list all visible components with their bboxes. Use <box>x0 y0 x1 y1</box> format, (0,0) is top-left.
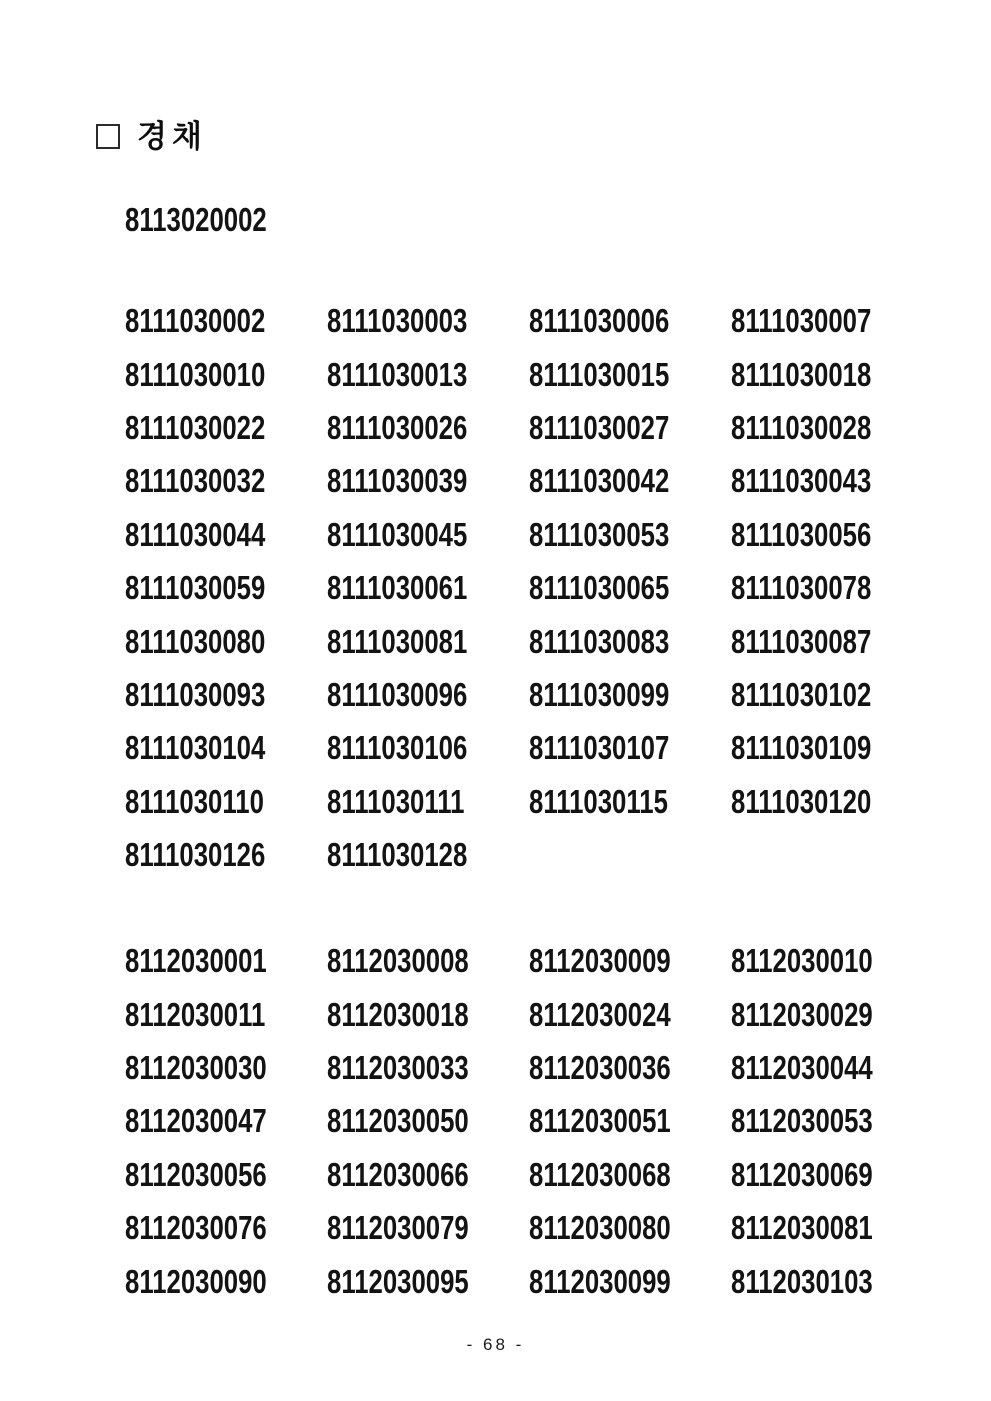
code-item: 8112030079 <box>327 1209 469 1247</box>
code-grid-2 <box>125 934 933 1308</box>
code-item: 8112030053 <box>731 1102 873 1140</box>
code-item: 8111030044 <box>125 515 266 553</box>
code-item: 8111030010 <box>125 355 266 393</box>
code-item: 8111030002 <box>125 302 266 340</box>
code-item: 8112030029 <box>731 995 873 1033</box>
code-item: 8112030050 <box>327 1102 469 1140</box>
code-item: 8111030042 <box>529 462 670 500</box>
code-item: 8112030076 <box>125 1209 267 1247</box>
code-item: 8111030015 <box>529 355 670 393</box>
code-item: 8112030095 <box>327 1262 469 1300</box>
code-item: 8112030080 <box>529 1209 671 1247</box>
page-footer <box>0 1335 991 1355</box>
code-item: 8111030059 <box>125 569 266 607</box>
code-item: 8112030030 <box>125 1048 267 1086</box>
code-item: 8112030010 <box>731 942 873 980</box>
code-item: 8111030028 <box>731 408 872 446</box>
code-item: 8111030026 <box>327 408 468 446</box>
code-item: 8111030128 <box>327 836 468 874</box>
code-item: 8111030083 <box>529 622 670 660</box>
page-number: - 68 - <box>466 1335 525 1354</box>
code-item: 8111030106 <box>327 729 468 767</box>
white-square-icon <box>96 124 120 149</box>
code-item: 8112030011 <box>125 995 266 1033</box>
code-item: 8112030103 <box>731 1262 873 1300</box>
code-item: 8111030109 <box>731 729 872 767</box>
code-item: 8112030008 <box>327 942 469 980</box>
code-item: 8111030018 <box>731 355 872 393</box>
code-item: 8111030080 <box>125 622 266 660</box>
code-item: 8111030027 <box>529 408 670 446</box>
code-item: 8111030061 <box>327 569 468 607</box>
code-item: 8111030078 <box>731 569 872 607</box>
code-item: 8111030111 <box>327 782 465 820</box>
code-item: 8111030022 <box>125 408 266 446</box>
code-item: 8111030110 <box>125 782 264 820</box>
code-item: 8111030104 <box>125 729 266 767</box>
code-item: 8112030068 <box>529 1155 671 1193</box>
code-item: 8111030053 <box>529 515 670 553</box>
group-code: 8113020002 <box>125 201 267 238</box>
code-item: 8111030102 <box>731 675 872 713</box>
code-item: 8112030090 <box>125 1262 267 1300</box>
code-item: 8112030024 <box>529 995 671 1033</box>
code-item: 8111030096 <box>327 675 468 713</box>
code-item: 8112030036 <box>529 1048 671 1086</box>
code-item: 8111030032 <box>125 462 266 500</box>
code-item: 8112030018 <box>327 995 469 1033</box>
code-item: 8112030066 <box>327 1155 469 1193</box>
code-item: 8111030093 <box>125 675 266 713</box>
code-item: 8111030013 <box>327 355 468 393</box>
code-item: 8112030009 <box>529 942 671 980</box>
code-item: 8112030051 <box>529 1102 671 1140</box>
code-item: 8111030045 <box>327 515 468 553</box>
code-item: 8112030047 <box>125 1102 267 1140</box>
code-item: 8111030039 <box>327 462 468 500</box>
code-item: 8111030126 <box>125 836 266 874</box>
code-item: 8112030081 <box>731 1209 873 1247</box>
code-item: 8112030099 <box>529 1262 671 1300</box>
code-item: 8111030107 <box>529 729 670 767</box>
code-item: 8111030087 <box>731 622 872 660</box>
code-item: 8111030007 <box>731 302 872 340</box>
code-item: 8111030081 <box>327 622 468 660</box>
code-item: 8112030069 <box>731 1155 873 1193</box>
code-item: 8112030044 <box>731 1048 873 1086</box>
code-item: 8111030043 <box>731 462 872 500</box>
code-item: 8112030033 <box>327 1048 469 1086</box>
code-item: 8111030056 <box>731 515 872 553</box>
code-item: 8111030115 <box>529 782 668 820</box>
code-grid-1 <box>125 294 933 881</box>
section-header <box>96 121 207 152</box>
code-item: 8111030120 <box>731 782 872 820</box>
code-item: 8112030001 <box>125 942 267 980</box>
code-item: 8111030099 <box>529 675 670 713</box>
code-item: 8112030056 <box>125 1155 267 1193</box>
code-item: 8111030003 <box>327 302 468 340</box>
section-title: 경채 <box>137 119 207 154</box>
code-item: 8111030065 <box>529 569 670 607</box>
code-item: 8111030006 <box>529 302 670 340</box>
